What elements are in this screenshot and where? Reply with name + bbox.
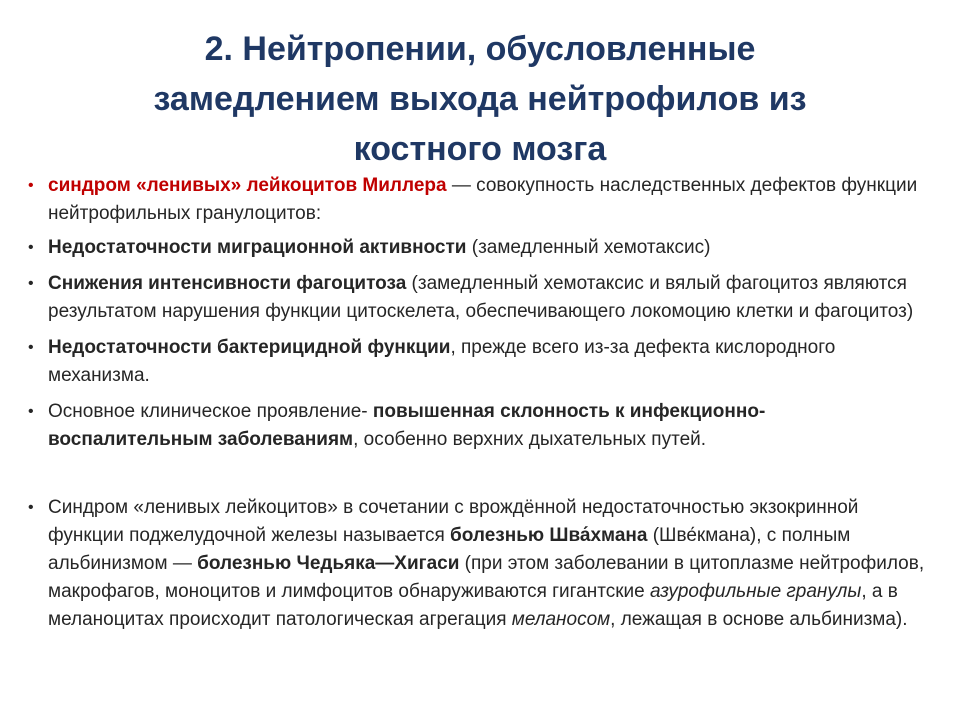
bullet-item-migration: [28, 234, 928, 262]
shwachman-text-2: (Шве́кмана), с полным альбинизмом —: [48, 525, 851, 574]
bullet-marker: •: [28, 275, 34, 292]
bullet-item-bactericidal: [28, 334, 928, 390]
chediak-higashi-term: болезнью Чедьяка—Хигаси: [197, 553, 460, 574]
migration-term: Недостаточности миграционной активности: [48, 237, 467, 258]
shwachman-text-5: , лежащая в основе альбинизма).: [610, 609, 908, 630]
bullet-item-phagocytosis: [28, 270, 928, 326]
bullet-marker: •: [28, 403, 34, 420]
bullet-marker: •: [28, 239, 34, 256]
miller-syndrome-term: синдром «ленивых» лейкоцитов Миллера: [48, 175, 447, 196]
phagocytosis-desc: (замедленный хемотаксис и вялый фагоцитоз являются результатом нарушения функции цитоскелета, обеспечивающего локомоцию клетки и фагоцитоз): [48, 273, 914, 322]
shwachman-text-3: (при этом заболевании в цитоплазме нейтрофилов, макрофагов, моноцитов и лимфоцитов обнаруживаются гигантские: [48, 553, 925, 602]
bullet-item-shwachman: [28, 494, 928, 634]
clinical-term: повышенная склонность к инфекционно-воспалительным заболеваниям: [48, 401, 766, 450]
shwachman-text-1: Синдром «ленивых лейкоцитов» в сочетании с врождённой недостаточностью экзокринной функции поджелудочной железы называется: [48, 497, 859, 546]
bullet-item-clinical: [28, 398, 928, 454]
phagocytosis-term: Снижения интенсивности фагоцитоза: [48, 273, 407, 294]
slide-title: [60, 24, 900, 174]
title-line-1: 2. Нейтропении, обусловленные: [204, 30, 756, 68]
bullet-item-miller: [28, 172, 928, 228]
title-line-2: замедлением выхода нейтрофилов из: [153, 80, 807, 118]
azurophilic-granules-term: азурофильные гранулы: [650, 581, 862, 602]
bullet-marker: •: [28, 177, 34, 194]
bactericidal-desc: , прежде всего из-за дефекта кислородного механизма.: [48, 337, 836, 386]
bullet-marker: •: [28, 499, 34, 516]
bullet-marker: •: [28, 339, 34, 356]
melanosomes-term: меланосом: [511, 609, 611, 630]
bullet-list: [28, 172, 928, 634]
miller-syndrome-desc: — совокупность наследственных дефектов функции нейтрофильных гранулоцитов:: [48, 175, 918, 224]
migration-desc: (замедленный хемотаксис): [466, 237, 711, 258]
shwachman-term: болезнью Шва́хмана: [450, 525, 648, 546]
shwachman-text-4: , а в меланоцитах происходит патологическая агрегация: [48, 581, 898, 630]
bactericidal-term: Недостаточности бактерицидной функции: [48, 337, 451, 358]
clinical-pre: Основное клиническое проявление-: [48, 401, 373, 422]
title-line-3: костного мозга: [353, 130, 607, 168]
clinical-post: , особенно верхних дыхательных путей.: [353, 429, 707, 450]
